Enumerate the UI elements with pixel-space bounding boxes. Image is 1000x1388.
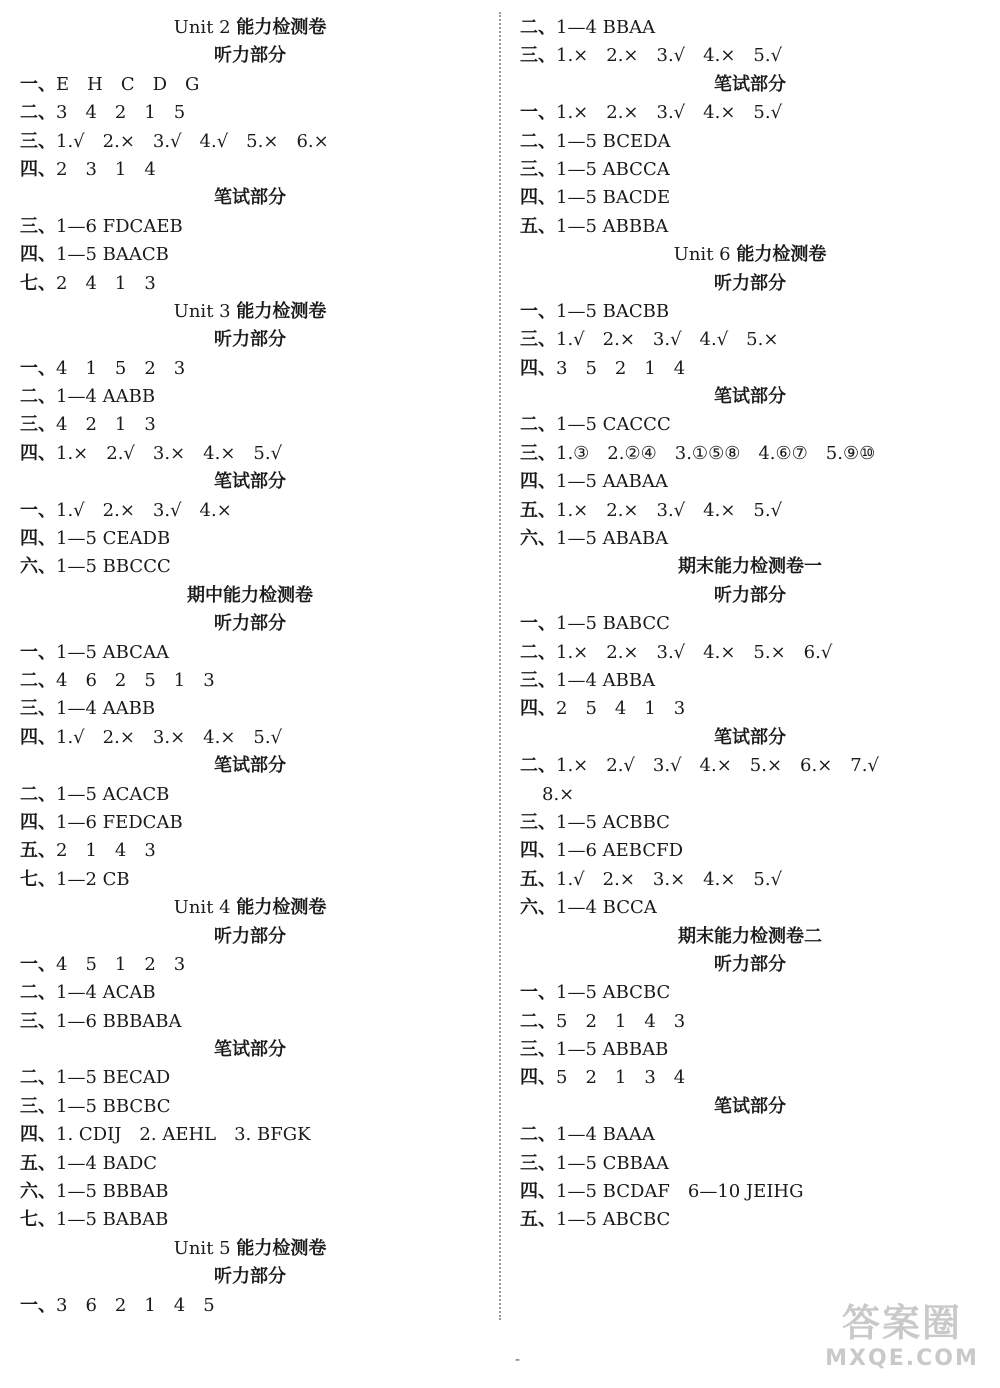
answer-line <box>520 184 980 212</box>
answer-text: 4 1 5 2 3 <box>56 357 186 379</box>
question-number: 七、 <box>20 1209 56 1231</box>
answer-text: 1—4 BCCA <box>556 897 657 919</box>
watermark-bottom: MXQE.COM <box>825 1346 979 1371</box>
answer-text: 1—5 ABCCA <box>556 158 670 180</box>
question-number: 七、 <box>20 868 56 890</box>
answer-text: 3 4 2 1 5 <box>56 102 186 124</box>
heading-text: 期末能力检测卷二 <box>678 925 822 947</box>
answer-text: 1—5 BBCBC <box>56 1095 171 1117</box>
answer-line <box>520 1206 980 1234</box>
question-number: 二、 <box>520 130 556 152</box>
answer-text: 1. CDIJ 2. AEHL 3. BFGK <box>56 1124 311 1146</box>
answer-text: 1.× 2.√ 3.× 4.× 5.√ <box>56 442 283 464</box>
question-number: 一、 <box>20 73 56 95</box>
question-number: 四、 <box>520 471 556 493</box>
answer-text: 1—4 BAAA <box>556 1124 655 1146</box>
section-heading <box>520 383 980 411</box>
question-number: 三、 <box>520 158 556 180</box>
answer-line <box>20 128 480 156</box>
answer-text: 5 2 1 4 3 <box>556 1010 686 1032</box>
answer-line <box>520 1121 980 1149</box>
answer-line <box>520 468 980 496</box>
question-number: 四、 <box>20 442 56 464</box>
answer-line <box>520 1008 980 1036</box>
answer-line <box>20 270 480 298</box>
heading-text: 能力检测卷 <box>236 17 327 38</box>
answer-line <box>20 639 480 667</box>
answer-line <box>20 1121 480 1149</box>
answer-text: E H C D G <box>56 73 200 95</box>
section-heading <box>520 582 980 610</box>
question-number: 五、 <box>520 215 556 237</box>
answer-line <box>20 553 480 581</box>
answer-line <box>520 1150 980 1178</box>
answer-text: 1.③ 2.②④ 3.①⑤⑧ 4.⑥⑦ 5.⑨⑩ <box>556 442 876 464</box>
answer-line <box>520 866 980 894</box>
answer-line <box>520 809 980 837</box>
answer-line <box>520 99 980 127</box>
question-number: 二、 <box>20 669 56 691</box>
answer-text: 2 3 1 4 <box>56 158 156 180</box>
answer-line <box>520 326 980 354</box>
answer-text: 1.√ 2.× 3.√ 4.√ 5.× 6.× <box>56 130 329 152</box>
answer-text: 3 5 2 1 4 <box>556 357 686 379</box>
heading-text: 期末能力检测卷一 <box>678 556 822 578</box>
question-number: 二、 <box>20 1067 56 1089</box>
answer-text: 1.√ 2.× 3.√ 4.√ 5.× <box>556 329 779 351</box>
question-number: 四、 <box>20 244 56 266</box>
answer-column-left <box>20 14 480 1320</box>
answer-text: 2 4 1 3 <box>56 272 156 294</box>
answer-text: 5 2 1 3 4 <box>556 1067 686 1089</box>
answer-text: 4 5 1 2 3 <box>56 953 186 975</box>
answer-line <box>20 809 480 837</box>
answer-line <box>20 781 480 809</box>
heading-unit: Unit 3 <box>173 300 237 322</box>
section-heading <box>20 582 480 610</box>
answer-line <box>520 213 980 241</box>
heading-text: 笔试部分 <box>714 386 786 408</box>
question-number: 二、 <box>20 783 56 805</box>
heading-text: 能力检测卷 <box>736 244 827 266</box>
answer-text: 4 6 2 5 1 3 <box>56 669 215 691</box>
watermark-top: 答案圈 <box>841 1301 962 1345</box>
answer-text: 1—4 ACAB <box>56 982 156 1004</box>
section-heading <box>20 468 480 496</box>
answer-text: 1—6 FEDCAB <box>56 811 183 833</box>
answer-text: 1—4 BBAA <box>556 17 656 38</box>
question-number: 五、 <box>520 868 556 890</box>
answer-text: 1—5 BBCCC <box>56 556 171 578</box>
heading-unit: Unit 4 <box>173 897 237 919</box>
section-heading <box>520 71 980 99</box>
answer-text: 1—5 ABCBC <box>556 982 671 1004</box>
answer-line <box>520 752 980 780</box>
column-divider <box>499 12 501 1320</box>
answer-text: 1—5 AABAA <box>556 471 668 493</box>
answer-line <box>20 213 480 241</box>
question-number: 六、 <box>20 556 56 578</box>
answer-line <box>520 411 980 439</box>
answer-text: 1.√ 2.× 3.× 4.× 5.√ <box>556 868 783 890</box>
question-number: 三、 <box>520 45 556 67</box>
answer-line <box>520 156 980 184</box>
question-number: 一、 <box>520 613 556 635</box>
heading-text: 笔试部分 <box>214 1039 286 1061</box>
answer-line <box>20 667 480 695</box>
answer-text: 1—5 BBBAB <box>56 1181 169 1203</box>
question-number: 三、 <box>520 329 556 351</box>
question-number: 三、 <box>20 698 56 720</box>
answer-text: 3 6 2 1 4 5 <box>56 1294 215 1316</box>
answer-line <box>20 724 480 752</box>
answer-line <box>20 383 480 411</box>
question-number: 一、 <box>20 641 56 663</box>
answer-text: 1—4 AABB <box>56 386 156 408</box>
section-heading <box>20 326 480 354</box>
question-number: 六、 <box>520 528 556 550</box>
question-number: 四、 <box>520 840 556 862</box>
answer-line <box>20 411 480 439</box>
answer-text: 1—5 ACACB <box>56 783 170 805</box>
answer-text: 1—4 AABB <box>56 698 156 720</box>
section-heading <box>520 724 980 752</box>
question-number: 三、 <box>20 215 56 237</box>
section-heading <box>20 1036 480 1064</box>
answer-text: 1—5 BABCC <box>556 613 670 635</box>
answer-text: 1—4 BADC <box>56 1152 158 1174</box>
heading-text: 能力检测卷 <box>236 897 327 919</box>
question-number: 六、 <box>520 897 556 919</box>
section-heading <box>520 553 980 581</box>
answer-line <box>20 837 480 865</box>
section-heading <box>20 14 480 42</box>
section-heading <box>520 951 980 979</box>
question-number: 一、 <box>20 499 56 521</box>
question-number: 一、 <box>20 953 56 975</box>
question-number: 五、 <box>20 840 56 862</box>
answer-line <box>520 525 980 553</box>
answer-line <box>20 979 480 1007</box>
heading-unit: Unit 5 <box>173 1237 237 1259</box>
question-number: 二、 <box>520 1124 556 1146</box>
answer-text: 1.× 2.√ 3.√ 4.× 5.× 6.× 7.√ <box>556 755 879 777</box>
heading-text: 笔试部分 <box>714 1095 786 1117</box>
heading-unit: Unit 2 <box>173 17 237 38</box>
page-mark: - <box>515 1352 521 1368</box>
answer-line <box>20 99 480 127</box>
answer-column-right <box>520 14 980 1235</box>
section-heading <box>20 184 480 212</box>
question-number: 三、 <box>520 1152 556 1174</box>
answer-line <box>520 440 980 468</box>
question-number: 三、 <box>520 811 556 833</box>
heading-text: 笔试部分 <box>714 73 786 95</box>
question-number: 四、 <box>20 158 56 180</box>
answer-line <box>520 837 980 865</box>
question-number: 一、 <box>520 982 556 1004</box>
answer-line <box>520 639 980 667</box>
heading-text: 听力部分 <box>214 329 286 351</box>
answer-line <box>20 1292 480 1320</box>
answer-line <box>520 128 980 156</box>
section-heading <box>20 42 480 70</box>
answer-line <box>520 1178 980 1206</box>
answer-line <box>20 525 480 553</box>
section-heading <box>520 923 980 951</box>
answer-text: 1—6 AEBCFD <box>556 840 684 862</box>
answer-text: 1—5 BAACB <box>56 244 169 266</box>
answer-text: 1—5 BECAD <box>56 1067 171 1089</box>
question-number: 一、 <box>20 357 56 379</box>
section-heading <box>20 894 480 922</box>
question-number: 二、 <box>20 386 56 408</box>
answer-text: 1—5 ABBBA <box>556 215 669 237</box>
answer-text: 8.× <box>542 783 575 805</box>
answer-text: 2 5 4 1 3 <box>556 698 686 720</box>
question-number: 二、 <box>520 414 556 436</box>
answer-line <box>20 695 480 723</box>
answer-text: 1.√ 2.× 3.× 4.× 5.√ <box>56 726 283 748</box>
heading-text: 听力部分 <box>214 45 286 67</box>
answer-line <box>20 71 480 99</box>
question-number: 三、 <box>520 669 556 691</box>
question-number: 四、 <box>520 1067 556 1089</box>
answer-text: 1—4 ABBA <box>556 669 656 691</box>
answer-text: 1.× 2.× 3.√ 4.× 5.√ <box>556 45 783 67</box>
answer-text: 1—5 BACBB <box>556 300 670 322</box>
section-heading <box>20 752 480 780</box>
question-number: 二、 <box>20 102 56 124</box>
section-heading <box>20 1263 480 1291</box>
answer-text: 1—5 ABBAB <box>556 1039 669 1061</box>
section-heading <box>520 270 980 298</box>
heading-text: 听力部分 <box>714 584 786 606</box>
heading-text: 听力部分 <box>214 925 286 947</box>
answer-line <box>520 667 980 695</box>
question-number: 二、 <box>20 982 56 1004</box>
section-heading <box>520 241 980 269</box>
answer-text: 1—5 CACCC <box>556 414 671 436</box>
answer-line <box>520 979 980 1007</box>
question-number: 一、 <box>20 1294 56 1316</box>
answer-line <box>520 695 980 723</box>
answer-line <box>520 497 980 525</box>
answer-text: 4 2 1 3 <box>56 414 156 436</box>
answer-line <box>520 1064 980 1092</box>
answer-text: 1—5 ABCAA <box>56 641 169 663</box>
question-number: 三、 <box>520 442 556 464</box>
heading-text: 听力部分 <box>714 953 786 975</box>
answer-line <box>520 355 980 383</box>
question-number: 三、 <box>20 414 56 436</box>
question-number: 三、 <box>20 1010 56 1032</box>
answer-line <box>20 156 480 184</box>
answer-text: 1—2 CB <box>56 868 130 890</box>
question-number: 四、 <box>520 187 556 209</box>
question-number: 四、 <box>520 698 556 720</box>
answer-text: 1—5 BCDAF 6—10 JEIHG <box>556 1181 804 1203</box>
answer-line <box>20 355 480 383</box>
question-number: 一、 <box>520 300 556 322</box>
heading-text: 期中能力检测卷 <box>187 584 313 606</box>
answer-line-continued <box>520 781 980 809</box>
answer-line <box>520 610 980 638</box>
answer-text: 1—5 ABABA <box>556 528 669 550</box>
question-number: 五、 <box>520 1209 556 1231</box>
answer-text: 1—5 BABAB <box>56 1209 169 1231</box>
answer-text: 1—6 FDCAEB <box>56 215 183 237</box>
answer-text: 1—6 BBBABA <box>56 1010 182 1032</box>
answer-line <box>20 1150 480 1178</box>
answer-text: 1—5 CEADB <box>56 528 171 550</box>
question-number: 四、 <box>20 1124 56 1146</box>
heading-text: 笔试部分 <box>714 726 786 748</box>
question-number: 六、 <box>20 1181 56 1203</box>
section-heading <box>20 610 480 638</box>
heading-text: 听力部分 <box>214 1266 286 1288</box>
answer-text: 1.√ 2.× 3.√ 4.× <box>56 499 232 521</box>
answer-line <box>20 1178 480 1206</box>
answer-line <box>20 241 480 269</box>
answer-text: 1.× 2.× 3.√ 4.× 5.× 6.√ <box>556 641 833 663</box>
answer-text: 1—5 BACDE <box>556 187 671 209</box>
answer-text: 1—5 ACBBC <box>556 811 670 833</box>
answer-line <box>520 42 980 70</box>
answer-line <box>20 1093 480 1121</box>
section-heading <box>20 1235 480 1263</box>
heading-text: 听力部分 <box>214 613 286 635</box>
question-number: 二、 <box>520 17 556 38</box>
section-heading <box>20 298 480 326</box>
question-number: 四、 <box>20 811 56 833</box>
question-number: 三、 <box>20 130 56 152</box>
answer-line <box>520 894 980 922</box>
section-heading <box>520 1093 980 1121</box>
question-number: 二、 <box>520 641 556 663</box>
question-number: 二、 <box>520 755 556 777</box>
question-number: 四、 <box>20 726 56 748</box>
heading-text: 笔试部分 <box>214 187 286 209</box>
answer-line <box>20 951 480 979</box>
question-number: 三、 <box>20 1095 56 1117</box>
question-number: 七、 <box>20 272 56 294</box>
question-number: 二、 <box>520 1010 556 1032</box>
answer-text: 1.× 2.× 3.√ 4.× 5.√ <box>556 102 783 124</box>
answer-line <box>20 1064 480 1092</box>
question-number: 五、 <box>520 499 556 521</box>
answer-text: 1—5 CBBAA <box>556 1152 669 1174</box>
heading-text: 能力检测卷 <box>236 1237 327 1259</box>
question-number: 四、 <box>520 357 556 379</box>
question-number: 一、 <box>520 102 556 124</box>
answer-line <box>20 1206 480 1234</box>
answer-line <box>520 1036 980 1064</box>
answer-line <box>520 14 980 42</box>
question-number: 四、 <box>20 528 56 550</box>
answer-text: 1—5 ABCBC <box>556 1209 671 1231</box>
section-heading <box>20 923 480 951</box>
answer-text: 1.× 2.× 3.√ 4.× 5.√ <box>556 499 783 521</box>
answer-line <box>520 298 980 326</box>
answer-line <box>20 440 480 468</box>
heading-unit: Unit 6 <box>673 244 737 266</box>
answer-text: 1—5 BCEDA <box>556 130 671 152</box>
watermark-logo <box>812 1300 992 1380</box>
heading-text: 听力部分 <box>714 272 786 294</box>
heading-text: 笔试部分 <box>214 755 286 777</box>
answer-line <box>20 866 480 894</box>
question-number: 三、 <box>520 1039 556 1061</box>
answer-line <box>20 497 480 525</box>
question-number: 四、 <box>520 1181 556 1203</box>
heading-text: 笔试部分 <box>214 471 286 493</box>
heading-text: 能力检测卷 <box>236 300 327 322</box>
answer-line <box>20 1008 480 1036</box>
answer-text: 2 1 4 3 <box>56 840 156 862</box>
question-number: 五、 <box>20 1152 56 1174</box>
